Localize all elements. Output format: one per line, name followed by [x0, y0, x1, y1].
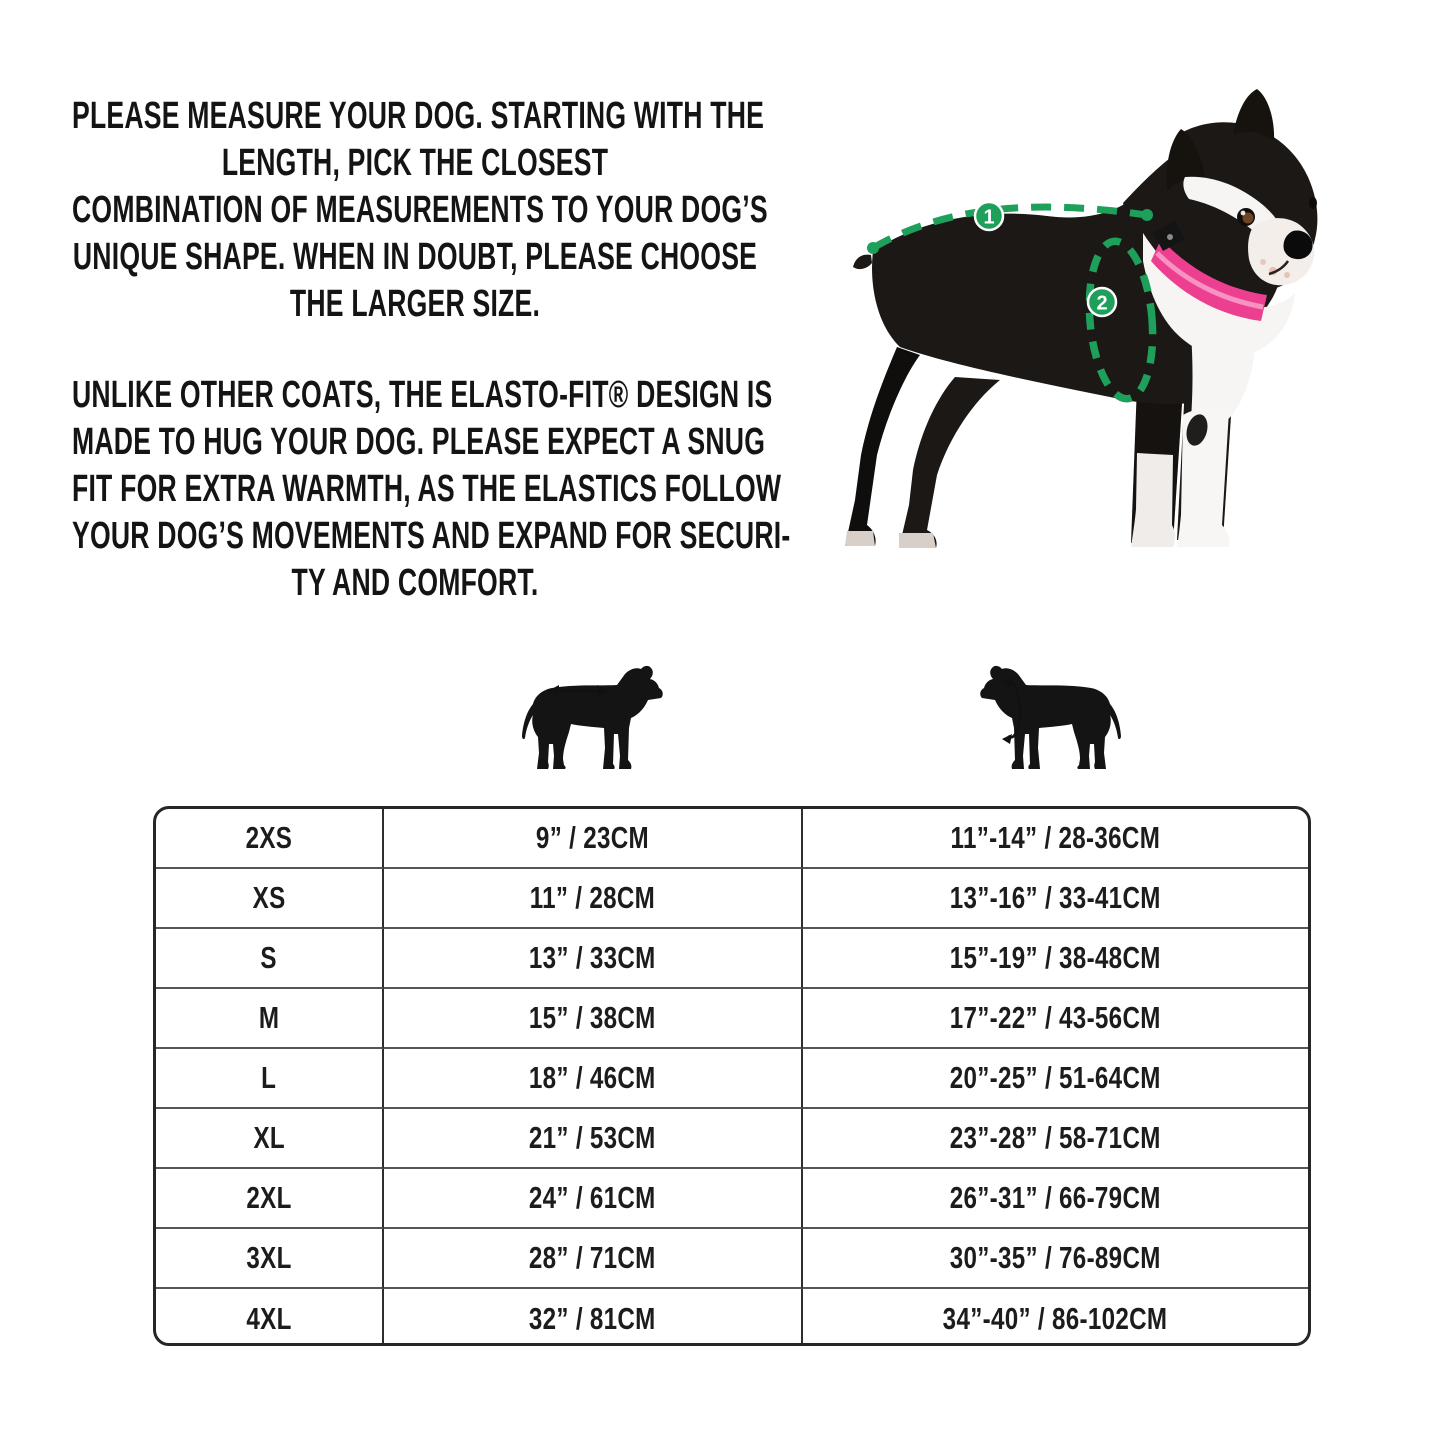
- girth-cell: 17”-22” / 43-56CM: [803, 989, 1308, 1049]
- length-cell: 13” / 33CM: [384, 929, 803, 989]
- length-cell: 28” / 71CM: [384, 1229, 803, 1289]
- size-cell: 4XL: [156, 1289, 384, 1346]
- intro-line: PLEASE MEASURE YOUR DOG. STARTING WITH THE: [72, 95, 765, 137]
- girth-cell: 20”-25” / 51-64CM: [803, 1049, 1308, 1109]
- girth-cell: 13”-16” / 33-41CM: [803, 869, 1308, 929]
- girth-cell: 30”-35” / 76-89CM: [803, 1229, 1308, 1289]
- dog-silhouette: [980, 666, 1121, 769]
- length-cell: 32” / 81CM: [384, 1289, 803, 1346]
- size-cell: L: [156, 1049, 384, 1109]
- size-cell: 2XL: [156, 1169, 384, 1229]
- dog-measurement-photo: [825, 85, 1405, 650]
- size-cell: S: [156, 929, 384, 989]
- size-table: [153, 806, 1311, 1346]
- size-cell: 2XS: [156, 809, 384, 869]
- size-cell: XL: [156, 1109, 384, 1169]
- measure-point-1-badge: [975, 202, 1003, 230]
- length-cell: 18” / 46CM: [384, 1049, 803, 1109]
- length-cell: 9” / 23CM: [384, 809, 803, 869]
- svg-text:2: 2: [1096, 292, 1108, 315]
- girth-cell: 15”-19” / 38-48CM: [803, 929, 1308, 989]
- measure-point-2-badge: [1088, 288, 1116, 316]
- length-cell: 24” / 61CM: [384, 1169, 803, 1229]
- girth-cell: 23”-28” / 58-71CM: [803, 1109, 1308, 1169]
- intro-line: UNIQUE SHAPE. WHEN IN DOUBT, PLEASE CHOOSE: [72, 236, 758, 278]
- intro-line: LENGTH, PICK THE CLOSEST: [221, 142, 609, 184]
- elasto-fit-paragraph: [72, 372, 791, 607]
- intro-line: COMBINATION OF MEASUREMENTS TO YOUR DOG’S: [72, 189, 768, 231]
- intro-line: THE LARGER SIZE.: [289, 283, 541, 325]
- length-cell: 15” / 38CM: [384, 989, 803, 1049]
- length-cell: 11” / 28CM: [384, 869, 803, 929]
- girth-cell: 26”-31” / 66-79CM: [803, 1169, 1308, 1229]
- girth-cell: 34”-40” / 86-102CM: [943, 1301, 1168, 1336]
- intro-line: UNLIKE OTHER COATS, THE ELASTO-FIT® DESIGN IS: [72, 374, 773, 416]
- intro-line: MADE TO HUG YOUR DOG. PLEASE EXPECT A SNUG: [72, 421, 766, 463]
- intro-line: TY AND COMFORT.: [291, 562, 539, 604]
- length-measure-dog-icon: [520, 660, 690, 790]
- length-cell: 21” / 53CM: [384, 1109, 803, 1169]
- measure-instructions-paragraph: [72, 93, 768, 328]
- size-cell: 3XL: [156, 1229, 384, 1289]
- size-cell: XS: [156, 869, 384, 929]
- intro-line: YOUR DOG’S MOVEMENTS AND EXPAND FOR SECURI-: [72, 515, 791, 557]
- girth-cell: 11”-14” / 28-36CM: [803, 809, 1308, 869]
- dog-silhouette: [522, 666, 663, 769]
- girth-measure-dog-icon: [948, 660, 1128, 790]
- eye: [1237, 208, 1255, 226]
- svg-text:1: 1: [983, 206, 995, 229]
- intro-line: FIT FOR EXTRA WARMTH, AS THE ELASTICS FOLLOW: [72, 468, 782, 510]
- size-cell: M: [156, 989, 384, 1049]
